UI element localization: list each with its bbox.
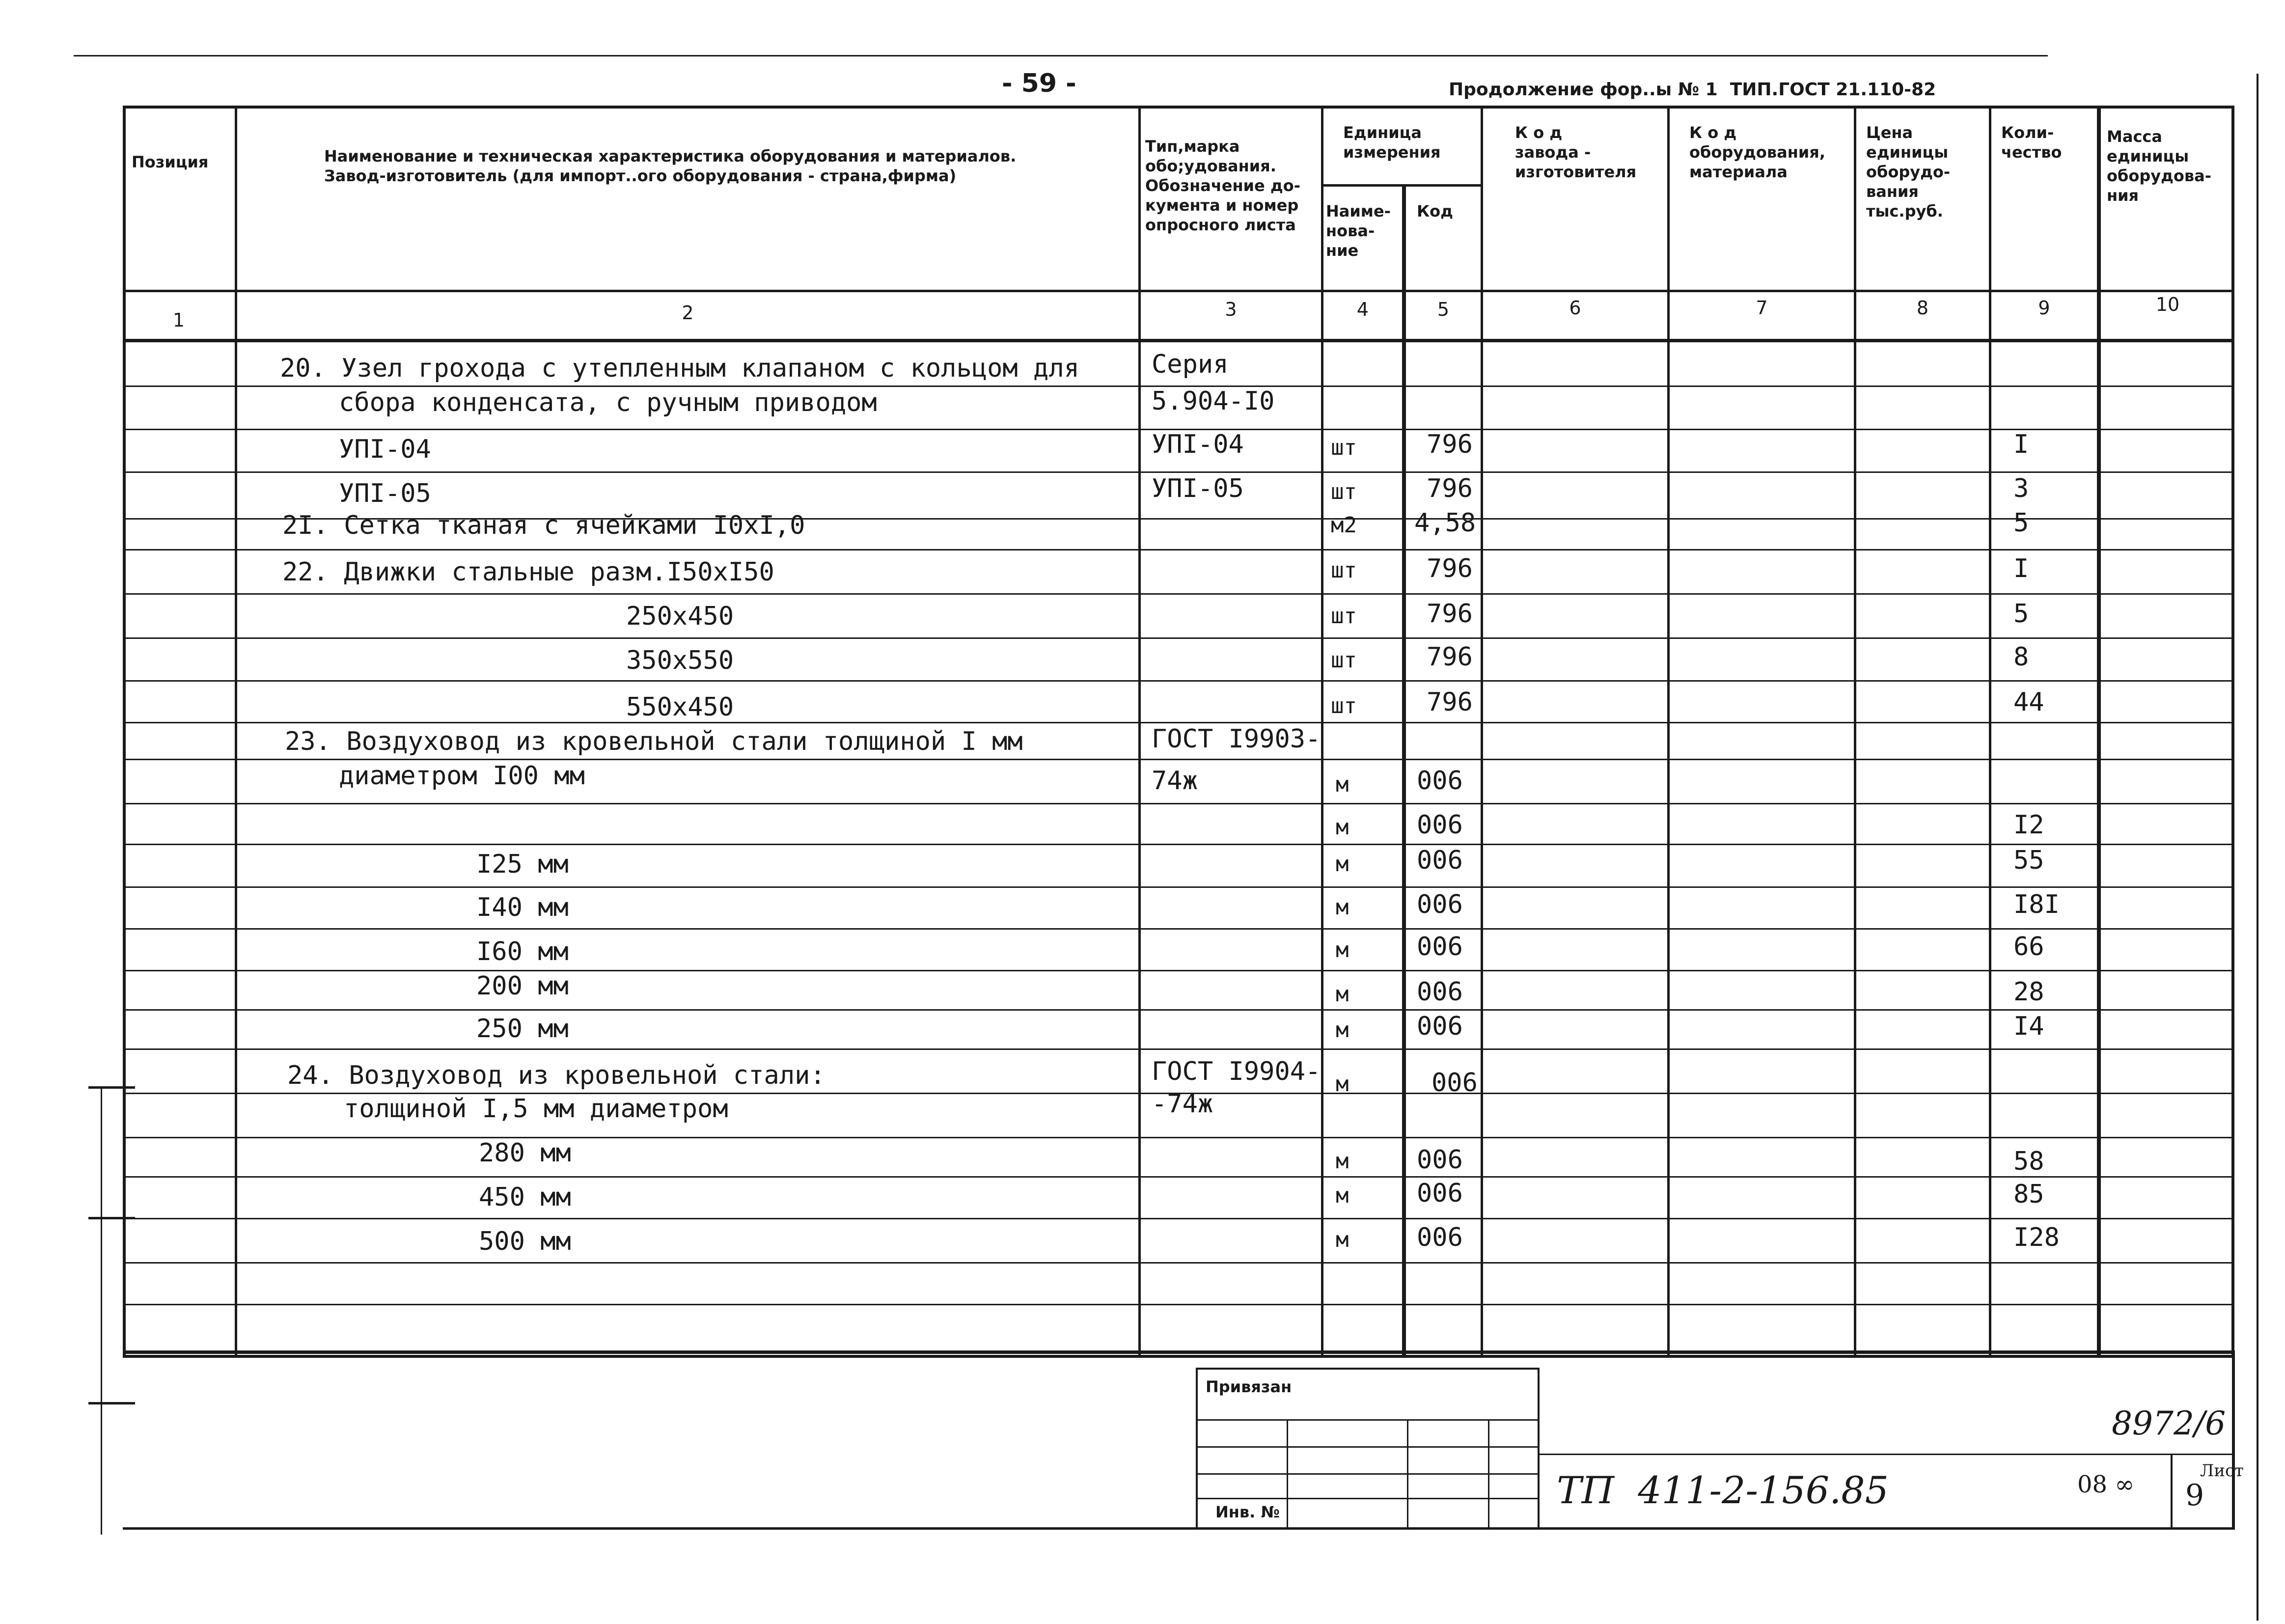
row-code: 796 [1427,688,1473,717]
row-line [123,722,2234,723]
row-line [123,471,2234,473]
top-rule [74,55,2048,56]
title-block-line [1540,1454,2234,1455]
binding-label: Привязан [1206,1377,1292,1396]
row-unit: шт [1331,435,1357,460]
binding-vline [1287,1419,1288,1530]
row-line [123,803,2234,804]
row-name: 23. Воздуховод из кровельной стали толщиной I мм [285,727,1023,756]
row-type: ГОСТ I9903- [1152,724,1321,754]
row-unit: шт [1331,648,1357,673]
row-unit: м [1336,772,1349,797]
row-qty: 5 [2013,508,2029,538]
col-line-9 [2097,106,2101,1358]
colnum-bottom-line [123,339,2234,342]
row-code: 006 [1417,810,1463,840]
row-line [123,928,2234,930]
row-qty: 44 [2013,688,2044,717]
row-name: диаметром I00 мм [339,761,585,791]
row-type: Серия [1152,350,1229,379]
row-name: 350x550 [626,646,734,675]
archive-number: 8972/6 [2112,1404,2226,1442]
row-qty: 28 [2013,977,2044,1007]
row-unit: м [1336,937,1349,963]
row-unit: м [1336,1149,1349,1174]
row-code: 006 [1417,1179,1463,1208]
colnum-4: 4 [1356,299,1369,320]
row-qty: 58 [2013,1147,2044,1176]
unit-header-divider [1321,184,1481,187]
margin-mark [88,1086,135,1089]
right-margin-rule [2257,74,2258,1621]
row-qty: I [2013,554,2029,583]
row-code: 796 [1427,474,1473,503]
row-line [123,1009,2234,1011]
row-code: 796 [1427,430,1473,459]
row-qty: I8I [2013,890,2060,919]
row-unit: шт [1331,604,1357,629]
row-line [123,844,2234,845]
row-type: 74ж [1152,766,1198,796]
row-name: 2I. Сетка тканая с ячейками I0xI,0 [282,511,805,540]
margin-binding-line [101,1088,102,1535]
document-number: ТП 411-2-156.85 [1557,1468,1889,1512]
row-line [123,1048,2234,1050]
row-unit: м [1336,1018,1349,1043]
header-price: Цена единицы оборудо- вания тыс.руб. [1866,123,1951,220]
row-unit: шт [1331,693,1357,718]
row-unit: м [1336,1183,1349,1208]
margin-mark [88,1402,135,1404]
row-code: 796 [1427,642,1473,672]
row-line [123,549,2234,551]
row-line [123,759,2234,760]
row-qty: I2 [2013,810,2044,840]
header-unit-code: Код [1417,202,1453,220]
row-name: 22. Движки стальные разм.I50xI50 [282,557,774,587]
row-qty: 55 [2013,846,2044,875]
row-name: 20. Узел грохода с утепленным клапаном с кольцом для [280,354,1079,383]
stamp-bottom-line [123,1527,2234,1530]
row-name: 250 мм [476,1014,569,1044]
row-code: 006 [1417,890,1463,919]
table-bottom-line [123,1350,2234,1354]
row-line [123,680,2234,682]
row-type: ГОСТ I9904- [1152,1057,1321,1086]
col-line-1 [235,106,237,1358]
row-unit: шт [1331,558,1357,583]
row-name: I25 мм [476,850,569,879]
row-unit: м [1336,852,1349,877]
sheet-label: Лист [2200,1461,2244,1481]
row-type: УПI-05 [1152,474,1244,503]
row-qty: 8 [2013,642,2029,672]
stamp-right-line [2232,1350,2235,1530]
row-unit: м2 [1331,513,1357,538]
row-qty: I28 [2013,1223,2060,1252]
row-code: 006 [1417,846,1463,875]
colnum-10: 10 [2155,294,2180,315]
row-line [123,1137,2234,1138]
row-line [123,970,2234,971]
binding-vline [1488,1419,1489,1530]
row-code: 006 [1417,977,1463,1007]
colnum-2: 2 [682,302,694,324]
row-qty: I4 [2013,1012,2044,1041]
header-name: Наименование и техническая характеристика оборудования и материалов. Завод-изготовитель (для импорт..ого оборудования - страна,фирма) [324,147,1017,185]
row-type: 5.904-I0 [1152,386,1275,416]
row-unit: шт [1331,479,1357,504]
row-name: I60 мм [476,937,569,966]
row-code: 006 [1417,1012,1463,1041]
row-qty: 3 [2013,474,2029,503]
header-unit-name: Наиме- нова- ние [1326,202,1391,260]
row-unit: м [1336,982,1349,1007]
col-line-2 [1138,106,1141,1358]
col-line-6 [1667,106,1670,1358]
header-quantity: Коли- чество [2001,123,2062,162]
row-line [123,593,2234,595]
colnum-9: 9 [2038,297,2050,319]
row-line [123,1176,2234,1178]
row-code: 006 [1417,932,1463,962]
binding-vline [1407,1419,1408,1530]
colnum-5: 5 [1437,299,1450,320]
col-line-5 [1481,106,1483,1358]
row-line [123,637,2234,639]
header-type: Тип,марка обо;удования. Обозначение до- кумента и номер опросного листа [1145,137,1300,234]
col-line-4 [1402,184,1406,1358]
page-number: - 59 - [1002,69,1076,98]
form-continuation-title: Продолжение фор..ы № 1 ТИП.ГОСТ 21.110-82 [1449,80,1936,100]
row-unit: м [1336,1227,1349,1252]
sheet-number: 9 [2185,1478,2204,1513]
row-type: -74ж [1152,1089,1213,1119]
row-name: 200 мм [476,971,569,1001]
row-name: толщиной I,5 мм диаметром [344,1094,728,1124]
row-code: 4,58 [1414,508,1476,538]
header-position: Позиция [132,153,209,171]
row-code: 796 [1427,554,1473,583]
row-line [123,1218,2234,1219]
row-unit: м [1336,815,1349,840]
header-bottom-line [123,290,2234,292]
col-line-3 [1321,106,1323,1358]
row-code: 006 [1417,1223,1463,1252]
colnum-6: 6 [1569,297,1581,319]
row-name: 24. Воздуховод из кровельной стали: [287,1061,826,1090]
sheet-divider [2171,1454,2173,1530]
header-mass: Масса единицы оборудова- ния [2107,127,2212,205]
row-qty: 5 [2013,599,2029,629]
row-code: 006 [1432,1068,1478,1098]
row-unit: м [1336,895,1349,920]
row-qty: 66 [2013,932,2044,962]
row-line [123,1262,2234,1264]
row-qty: I [2013,430,2029,459]
col-line-7 [1854,106,1856,1358]
row-name: 550x450 [626,692,734,722]
row-code: 006 [1417,766,1463,796]
row-name: УПI-04 [339,435,431,464]
col-line-8 [1989,106,1991,1358]
header-factory-code: К о д завода - изготовителя [1515,123,1637,181]
row-line [123,1304,2234,1305]
row-unit: м [1336,1072,1349,1097]
row-name: 450 мм [479,1183,571,1212]
header-unit: Единица измерения [1343,123,1441,162]
colnum-7: 7 [1756,297,1768,319]
row-type: УПI-04 [1152,430,1244,459]
inventory-label: Инв. № [1215,1503,1280,1521]
row-name: I40 мм [476,893,569,922]
colnum-8: 8 [1916,297,1929,319]
header-equipment-code: К о д оборудования, материала [1689,123,1825,181]
row-code: 006 [1417,1145,1463,1175]
row-code: 796 [1427,599,1473,629]
row-name: УПI-05 [339,479,431,508]
row-name: 500 мм [479,1227,571,1256]
small-code: 08 ∞ [2077,1471,2135,1498]
row-name: 250x450 [626,602,734,631]
row-qty: 85 [2013,1180,2044,1209]
margin-mark [88,1217,135,1219]
colnum-3: 3 [1225,299,1237,320]
row-name: сбора конденсата, с ручным приводом [339,388,877,417]
row-line [123,886,2234,888]
row-name: 280 мм [479,1138,571,1168]
colnum-1: 1 [172,309,185,331]
